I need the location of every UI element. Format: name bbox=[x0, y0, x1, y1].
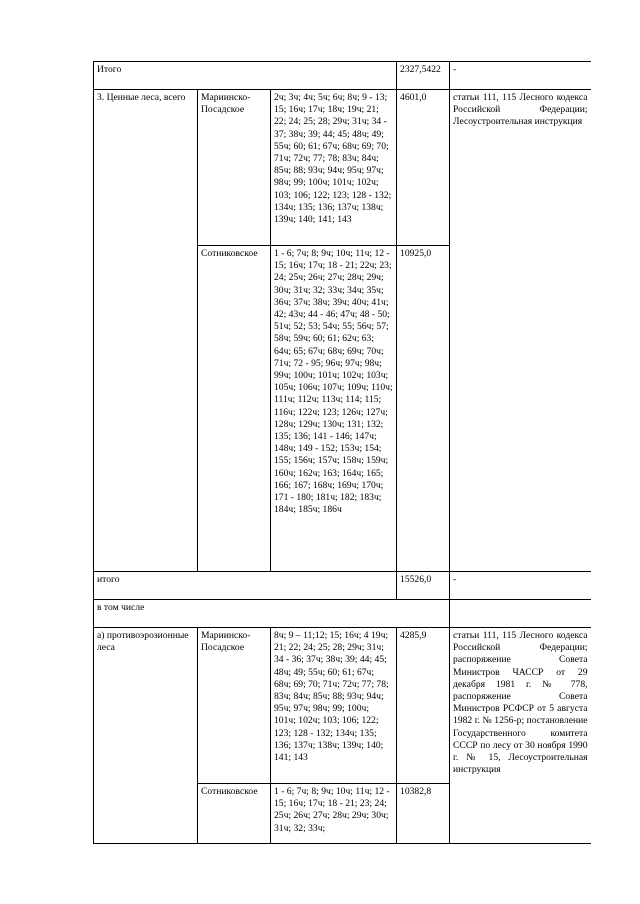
total-area: 15526,0 bbox=[397, 572, 450, 600]
forestry-name: Мариинско-Посадское bbox=[198, 628, 271, 784]
total-area: 2327,5422 bbox=[397, 62, 450, 90]
forestry-name: Мариинско-Посадское bbox=[198, 90, 271, 246]
area-value: 4285,9 bbox=[397, 628, 450, 784]
forest-category-table bbox=[93, 61, 591, 844]
total-label: итого bbox=[94, 572, 397, 600]
forestry-name: Сотниковское bbox=[198, 246, 271, 572]
antierosion-row-1 bbox=[94, 628, 591, 784]
quarter-list: 8ч; 9 – 11;12; 15; 16ч; 4 19ч; 21; 22; 24; 25; 28; 29ч; 31ч; 34 - 36; 37ч; 38ч; 39; 44; 45; 48ч; 49; 55ч; 60; 61; 67ч; 68ч; 69; 70; 71ч; 72ч; 77; 78; 83ч; 84ч; 85ч; 88; 93ч; 94ч; 95ч; 97ч; 98ч; 99; 100ч; 101ч; 102ч; 103; 106; 122; 123; 128 - 132; 134ч; 135; 136; 137ч; 138ч; 139ч; 140; 141; 143 bbox=[271, 628, 397, 784]
quarter-list: 2ч; 3ч; 4ч; 5ч; 6ч; 8ч; 9 - 13; 15; 16ч; 17ч; 18ч; 19ч; 21; 22; 24; 25; 28; 29ч; 31ч; 34 - 37; 38ч; 39; 44; 45; 48ч; 49; 55ч; 60; 61; 67ч; 68ч; 69; 70; 71ч; 72ч; 77; 78; 83ч; 84ч; 85ч; 88; 93ч; 94ч; 95ч; 97ч; 98ч; 99; 100ч; 101ч; 102ч; 103; 106; 122; 123; 128 - 132; 134ч; 135; 136; 137ч; 138ч; 139ч; 140; 141; 143 bbox=[271, 90, 397, 246]
including-label: в том числе bbox=[94, 600, 450, 628]
category-valuable-forests: 3. Ценные леса, всего bbox=[94, 90, 198, 572]
forestry-name: Сотниковское bbox=[198, 784, 271, 844]
legal-basis: статьи 111, 115 Лесного кодекса Российской Федерации; распоряжение Совета Министров ЧАССР от 29 декабря 1981 г. № 778, распоряжение Совета Министров РСФСР от 5 августа 1982 г. № 1256-р; постановление Государственного комитета СССР по лесу от 30 ноября 1990 г. № 15, Лесоустроительная инструкция bbox=[450, 628, 591, 844]
total-row-mid bbox=[94, 572, 591, 600]
total-label: Итого bbox=[94, 62, 397, 90]
category-antierosion-forests: а) противоэрозионные леса bbox=[94, 628, 198, 844]
area-value: 10925,0 bbox=[397, 246, 450, 572]
including-row bbox=[94, 600, 591, 628]
area-value: 10382,8 bbox=[397, 784, 450, 844]
total-basis: - bbox=[450, 572, 591, 600]
quarter-list: 1 - 6; 7ч; 8; 9ч; 10ч; 11ч; 12 - 15; 16ч; 17ч; 18 - 21; 22ч; 23; 24; 25ч; 26ч; 27ч; 28ч; 29ч; 30ч; 31ч; 32; 33ч; 34ч; 35ч; 36ч; 37ч; 38ч; 39ч; 40ч; 41ч; 42; 43ч; 44 - 46; 47ч; 48 - 50; 51ч; 52; 53; 54ч; 55; 56ч; 57; 58ч; 59ч; 60; 61; 62ч; 63; 64ч; 65; 67ч; 68ч; 69ч; 70ч; 71ч; 72 - 95; 96ч; 97ч; 98ч; 99ч; 100ч; 101ч; 102ч; 103ч; 105ч; 106ч; 107ч; 109ч; 110ч; 111ч; 112ч; 113ч; 114; 115; 116ч; 122ч; 123; 126ч; 127ч; 128ч; 129ч; 130ч; 131; 132; 135; 136; 141 - 146; 147ч; 148ч; 149 - 152; 153ч; 154; 155; 156ч; 157ч; 158ч; 159ч; 160ч; 162ч; 163; 164ч; 165; 166; 167; 168ч; 169ч; 170ч; 171 - 180; 181ч; 182; 183ч; 184ч; 185ч; 186ч bbox=[271, 246, 397, 572]
valuable-row-1 bbox=[94, 90, 591, 246]
total-basis: - bbox=[450, 62, 591, 90]
quarter-list: 1 - 6; 7ч; 8; 9ч; 10ч; 11ч; 12 - 15; 16ч; 17ч; 18 - 21; 23; 24; 25ч; 26ч; 27ч; 28ч; 29ч; 30ч; 31ч; 32; 33ч; bbox=[271, 784, 397, 844]
area-value: 4601,0 bbox=[397, 90, 450, 246]
total-row-top bbox=[94, 62, 591, 90]
empty-cell bbox=[450, 600, 591, 628]
legal-basis: статьи 111, 115 Лесного кодекса Российской Федерации; Лесоустроительная инструкция bbox=[450, 90, 591, 572]
